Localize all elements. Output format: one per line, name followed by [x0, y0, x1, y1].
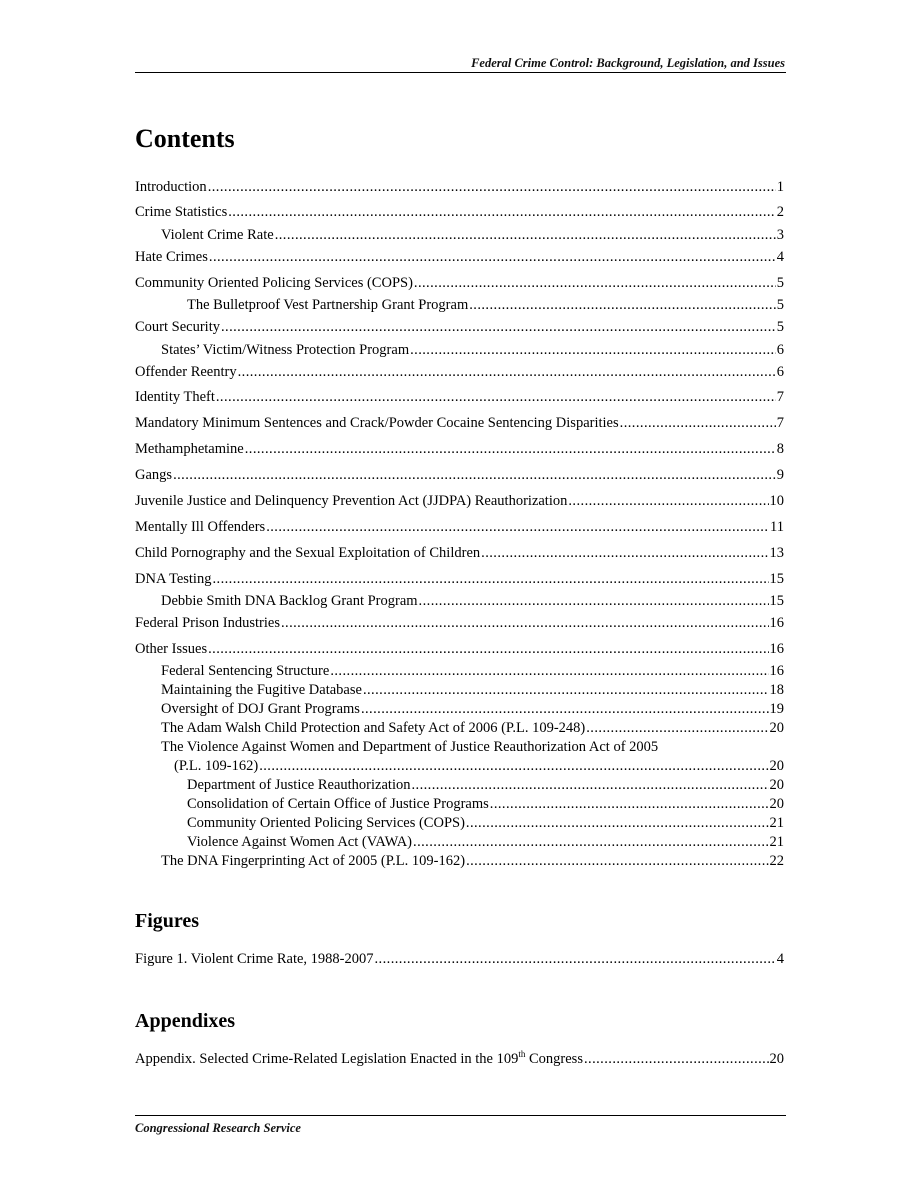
toc-entry-cops-2[interactable]: Community Oriented Policing Services (COPS) . . . 21	[187, 814, 784, 832]
toc-entry-other-issues[interactable]: Other Issues . . . 16	[135, 640, 784, 658]
footer-rule	[135, 1115, 786, 1116]
toc-entry-bulletproof-vest[interactable]: The Bulletproof Vest Partnership Grant Program . . . 5	[187, 296, 784, 314]
running-header: Federal Crime Control: Background, Legislation, and Issues	[471, 56, 785, 70]
toc-entry-offender-reentry[interactable]: Offender Reentry . . . 6	[135, 363, 784, 381]
toc-entry-introduction[interactable]: Introduction . . . 1	[135, 178, 784, 196]
toc-entry-methamphetamine[interactable]: Methamphetamine . . . 8	[135, 440, 784, 458]
toc-entry-federal-prison-industries[interactable]: Federal Prison Industries . . . 16	[135, 614, 784, 632]
appendixes-heading: Appendixes	[135, 1010, 236, 1032]
toc-entry-appendix[interactable]: Appendix. Selected Crime-Related Legislation Enacted in the 109th Congress . . . 20	[135, 1050, 784, 1068]
toc-entry-crime-statistics[interactable]: Crime Statistics . . . 2	[135, 203, 784, 221]
toc-entry-debbie-smith[interactable]: Debbie Smith DNA Backlog Grant Program . . . 15	[161, 592, 784, 610]
toc-entry-court-security[interactable]: Court Security . . . 5	[135, 318, 784, 336]
toc-entry-doj-grant-oversight[interactable]: Oversight of DOJ Grant Programs . . . 19	[161, 700, 784, 718]
toc-entry-violent-crime-rate[interactable]: Violent Crime Rate . . . 3	[161, 226, 784, 244]
toc-entry-federal-sentencing[interactable]: Federal Sentencing Structure . . . 16	[161, 662, 784, 680]
toc-entry-vawa[interactable]: Violence Against Women Act (VAWA) . . . 21	[187, 833, 784, 851]
toc-entry-identity-theft[interactable]: Identity Theft . . . 7	[135, 388, 784, 406]
contents-heading: Contents	[135, 124, 235, 153]
running-footer: Congressional Research Service	[135, 1121, 301, 1135]
toc-entry-dna-fingerprinting[interactable]: The DNA Fingerprinting Act of 2005 (P.L. 109-162) . . . 22	[161, 852, 784, 870]
toc-entry-figure-1[interactable]: Figure 1. Violent Crime Rate, 1988-2007 . . . 4	[135, 950, 784, 968]
toc-entry-victim-witness[interactable]: States’ Victim/Witness Protection Program . . . 6	[161, 341, 784, 359]
toc-entry-vawa-reauthorization[interactable]: The Violence Against Women and Department of Justice Reauthorization Act of 2005	[161, 739, 659, 755]
toc-entry-gangs[interactable]: Gangs . . . 9	[135, 466, 784, 484]
toc-entry-ojp-consolidation[interactable]: Consolidation of Certain Office of Justice Programs . . . 20	[187, 795, 784, 813]
toc-entry-doj-reauthorization[interactable]: Department of Justice Reauthorization . . . 20	[187, 776, 784, 794]
toc-entry-vawa-reauthorization-cont[interactable]: (P.L. 109-162) . . . 20	[174, 757, 784, 775]
toc-entry-hate-crimes[interactable]: Hate Crimes . . . 4	[135, 248, 784, 266]
toc-entry-mandatory-minimum[interactable]: Mandatory Minimum Sentences and Crack/Powder Cocaine Sentencing Disparities . . . 7	[135, 414, 784, 432]
figures-heading: Figures	[135, 910, 200, 932]
header-rule	[135, 72, 786, 73]
toc-entry-child-pornography[interactable]: Child Pornography and the Sexual Exploitation of Children . . . 13	[135, 544, 784, 562]
toc-entry-jjdpa[interactable]: Juvenile Justice and Delinquency Prevention Act (JJDPA) Reauthorization . . . 10	[135, 492, 784, 510]
toc-entry-fugitive-database[interactable]: Maintaining the Fugitive Database . . . 18	[161, 681, 784, 699]
toc-entry-mentally-ill[interactable]: Mentally Ill Offenders . . . 11	[135, 518, 784, 536]
toc-entry-dna-testing[interactable]: DNA Testing . . . 15	[135, 570, 784, 588]
toc-entry-cops[interactable]: Community Oriented Policing Services (COPS) . . . 5	[135, 274, 784, 292]
toc-entry-adam-walsh[interactable]: The Adam Walsh Child Protection and Safety Act of 2006 (P.L. 109-248) . . . 20	[161, 719, 784, 737]
